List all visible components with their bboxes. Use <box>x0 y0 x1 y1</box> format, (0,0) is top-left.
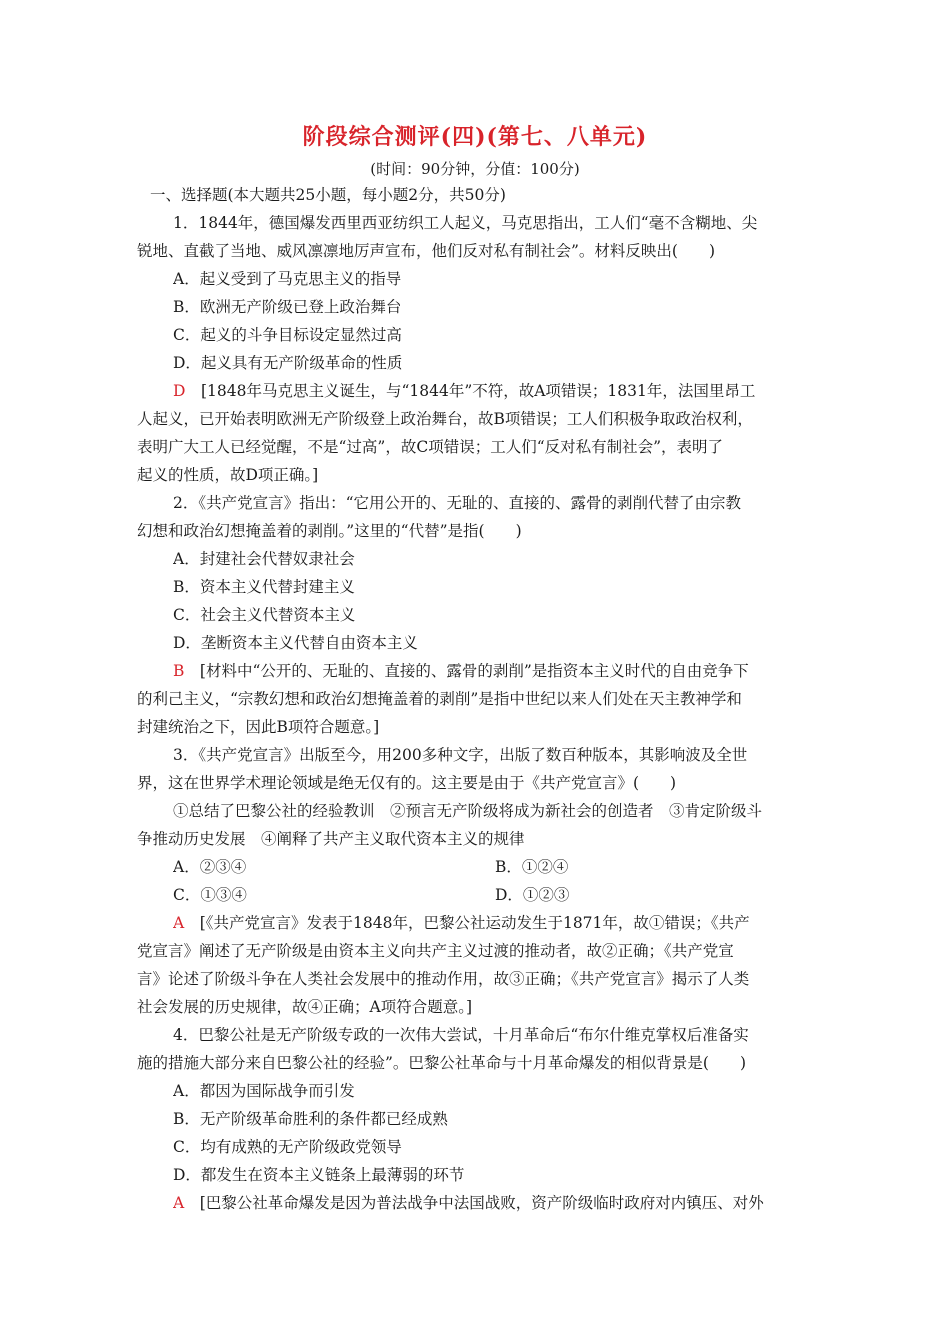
page-title: 阶段综合测评(四)(第七、八单元) <box>302 124 648 150</box>
q1-option-a: A．起义受到了马克思主义的指导 <box>173 270 402 288</box>
q4-option-c: C．均有成熟的无产阶级政党领导 <box>173 1138 402 1156</box>
q3-explanation: 言》论述了阶级斗争在人类社会发展中的推动作用，故③正确；《共产党宣言》揭示了人类 <box>137 970 750 988</box>
q3-stem: 3．《共产党宣言》出版至今，用200多种文字，出版了数百种版本，其影响波及全世 <box>173 746 748 764</box>
q3-option-d: D．①②③ <box>495 886 570 904</box>
q2-option-d: D．垄断资本主义代替自由资本主义 <box>173 634 418 652</box>
exam-info: (时间：90分钟，分值：100分) <box>370 160 580 178</box>
q3-explanation: 党宣言》阐述了无产阶级是由资本主义向共产主义过渡的推动者，故②正确；《共产党宣 <box>137 942 734 960</box>
q3-option-a: A．②③④ <box>173 858 247 876</box>
q1-stem: 1．1844年，德国爆发西里西亚纺织工人起义，马克思指出，工人们“毫不含糊地、尖 <box>173 214 758 232</box>
q2-option-a: A．封建社会代替奴隶社会 <box>173 550 355 568</box>
q3-option-b: B．①②④ <box>495 858 569 876</box>
q3-items: 争推动历史发展 ④阐释了共产主义取代资本主义的规律 <box>137 830 525 848</box>
q2-stem: 2．《共产党宣言》指出：“它用公开的、无耻的、直接的、露骨的剥削代替了由宗教 <box>173 494 742 512</box>
q3-stem: 界，这在世界学术理论领域是绝无仅有的。这主要是由于《共产党宣言》( ) <box>137 774 677 792</box>
q2-explanation: 的利己主义，“宗教幻想和政治幻想掩盖着的剥削”是指中世纪以来人们处在天主教神学和 <box>137 690 742 708</box>
q3-explanation: A [《共产党宣言》发表于1848年，巴黎公社运动发生于1871年，故①错误；《共产 <box>173 914 750 932</box>
q1-explanation: 人起义，已开始表明欧洲无产阶级登上政治舞台，故B项错误；工人们积极争取政治权利， <box>137 410 753 428</box>
q2-option-c: C．社会主义代替资本主义 <box>173 606 356 624</box>
section-heading: 一、选择题(本大题共25小题，每小题2分，共50分) <box>150 186 506 204</box>
q2-stem: 幻想和政治幻想掩盖着的剥削。”这里的“代替”是指( ) <box>137 522 522 540</box>
q1-option-b: B．欧洲无产阶级已登上政治舞台 <box>173 298 402 316</box>
q4-stem: 施的措施大部分来自巴黎公社的经验”。巴黎公社革命与十月革命爆发的相似背景是( ) <box>137 1054 747 1072</box>
q2-answer: B <box>173 662 185 680</box>
q4-explanation: A [巴黎公社革命爆发是因为普法战争中法国战败，资产阶级临时政府对内镇压、对外 <box>173 1194 764 1212</box>
q4-stem: 4．巴黎公社是无产阶级专政的一次伟大尝试，十月革命后“布尔什维克掌权后准备实 <box>173 1026 749 1044</box>
q4-option-a: A．都因为国际战争而引发 <box>173 1082 355 1100</box>
q2-explanation: 封建统治之下，因此B项符合题意。] <box>137 718 380 736</box>
q2-explanation: B [材料中“公开的、无耻的、直接的、露骨的剥削”是指资本主义时代的自由竞争下 <box>173 662 749 680</box>
q3-answer: A <box>173 914 185 932</box>
q2-option-b: B．资本主义代替封建主义 <box>173 578 355 596</box>
q3-option-c: C．①③④ <box>173 886 247 904</box>
q1-option-d: D．起义具有无产阶级革命的性质 <box>173 354 403 372</box>
q4-option-b: B．无产阶级革命胜利的条件都已经成熟 <box>173 1110 448 1128</box>
q1-option-c: C．起义的斗争目标设定显然过高 <box>173 326 402 344</box>
q1-answer: D <box>173 382 186 400</box>
q1-explanation: D [1848年马克思主义诞生，与“1844年”不符，故A项错误；1831年，法国里昂工 <box>173 382 756 400</box>
q1-explanation: 表明广大工人已经觉醒，不是“过高”，故C项错误；工人们“反对私有制社会”，表明了 <box>137 438 724 456</box>
q4-answer: A <box>173 1194 185 1212</box>
q1-stem: 锐地、直截了当地、威风凛凛地厉声宣布，他们反对私有制社会”。材料反映出( ) <box>137 242 716 260</box>
q3-items: ①总结了巴黎公社的经验教训 ②预言无产阶级将成为新社会的创造者 ③肯定阶级斗 <box>173 802 763 820</box>
q3-explanation: 社会发展的历史规律，故④正确；A项符合题意。] <box>137 998 472 1016</box>
q1-explanation: 起义的性质，故D项正确。] <box>137 466 319 484</box>
q4-option-d: D．都发生在资本主义链条上最薄弱的环节 <box>173 1166 465 1184</box>
